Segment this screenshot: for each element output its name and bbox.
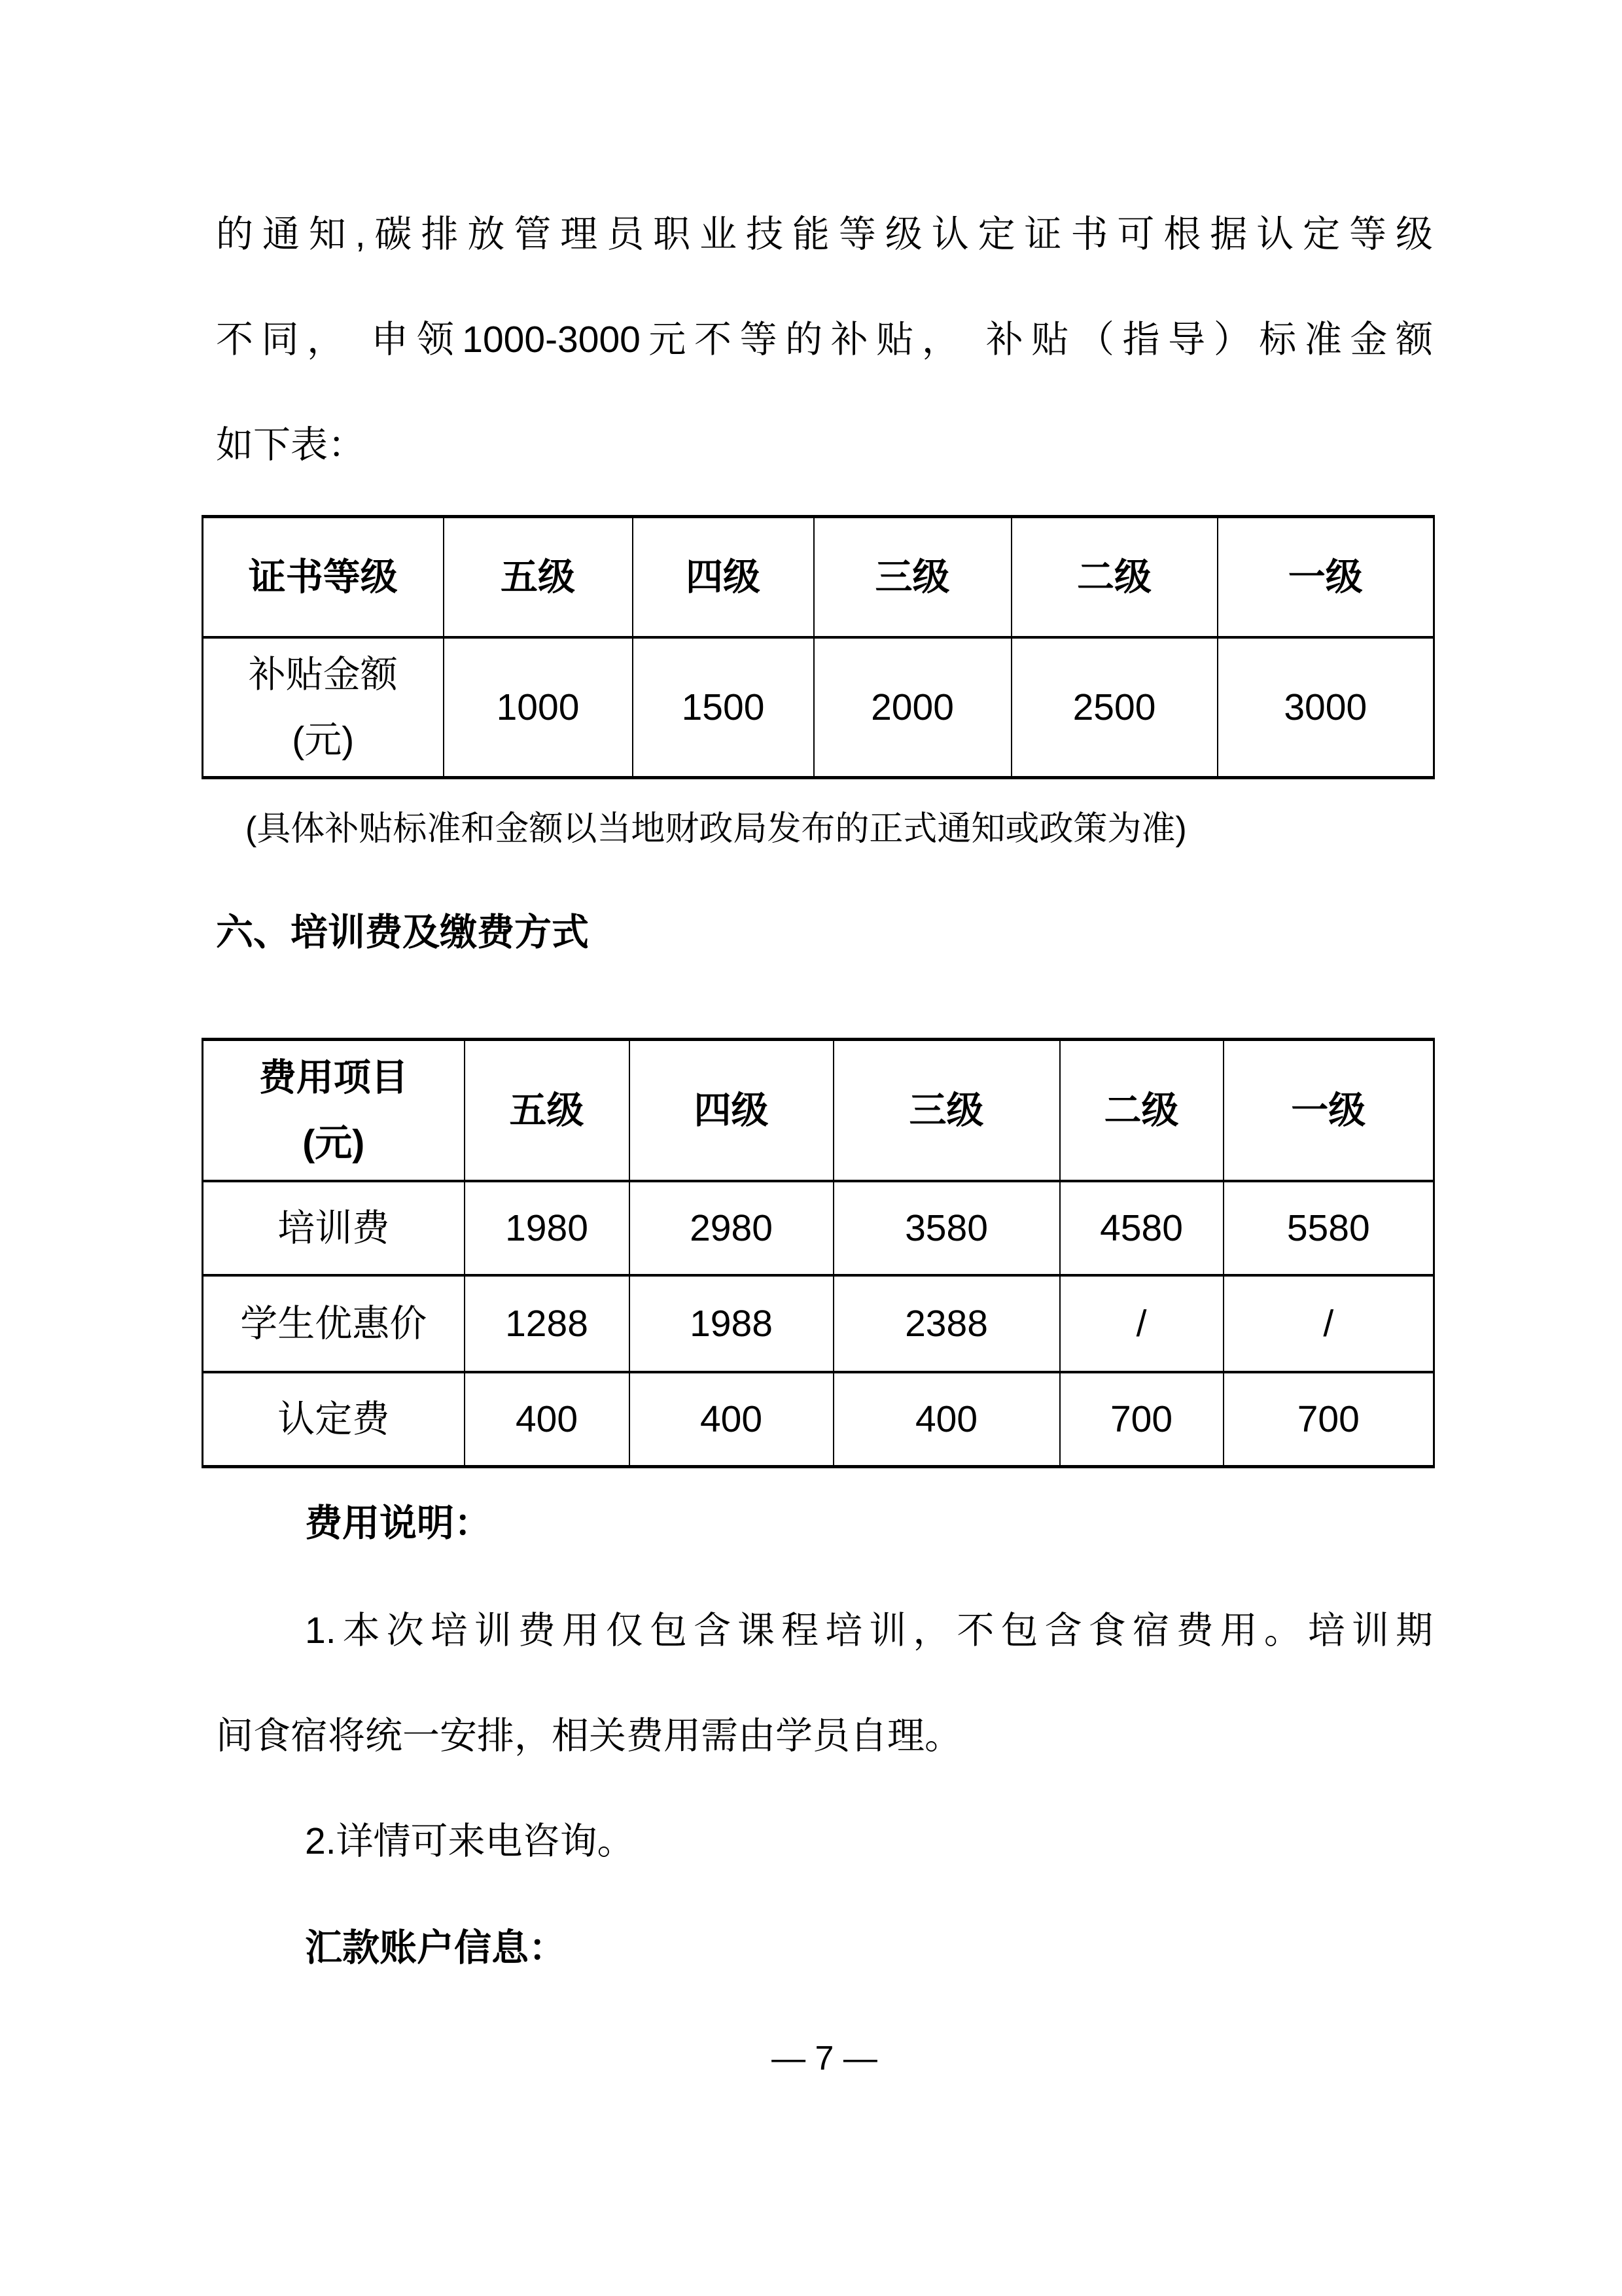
fee-table — [202, 1038, 1435, 1468]
fee-header-level-3: 三级 — [834, 1040, 1060, 1182]
fee-assessment-level-3: 400 — [834, 1372, 1060, 1467]
subsidy-row-label-line-2: (元) — [292, 719, 355, 761]
fee-student-level-3: 2388 — [834, 1275, 1060, 1372]
subsidy-table-data-row — [203, 637, 1434, 778]
fee-header-item-line-2: (元) — [302, 1122, 365, 1164]
fee-row-student-price-label: 学生优惠价 — [203, 1275, 465, 1372]
fee-training-level-1: 5580 — [1224, 1181, 1434, 1275]
fee-training-level-5: 1980 — [465, 1181, 629, 1275]
subsidy-header-level-3: 三级 — [814, 517, 1012, 638]
subsidy-table — [202, 515, 1435, 779]
fee-student-level-2: / — [1060, 1275, 1224, 1372]
subsidy-value-level-5: 1000 — [444, 637, 633, 778]
fee-header-level-4: 四级 — [629, 1040, 834, 1182]
fee-row-assessment-label: 认定费 — [203, 1372, 465, 1467]
fee-training-level-4: 2980 — [629, 1181, 834, 1275]
fee-assessment-level-4: 400 — [629, 1372, 834, 1467]
intro-line-3: 如下表： — [216, 424, 365, 466]
subsidy-table-header-row — [203, 517, 1434, 638]
fee-table-header-row — [203, 1040, 1434, 1182]
fee-row-training-label: 培训费 — [203, 1181, 465, 1275]
subsidy-header-level-5: 五级 — [444, 517, 633, 638]
fee-row-assessment — [203, 1372, 1434, 1467]
subsidy-value-level-3: 2000 — [814, 637, 1012, 778]
fee-assessment-level-5: 400 — [465, 1372, 629, 1467]
intro-line-2: 不同， 申领1000-3000元不等的补贴， 补贴（指导）标准金额 — [216, 319, 1433, 361]
fee-header-level-1: 一级 — [1224, 1040, 1434, 1182]
subsidy-row-label-line-1: 补贴金额 — [248, 654, 398, 696]
fee-assessment-level-2: 700 — [1060, 1372, 1224, 1467]
fee-student-level-4: 1988 — [629, 1275, 834, 1372]
fee-row-training — [203, 1181, 1434, 1275]
remittance-heading: 汇款账户信息： — [305, 1927, 566, 1969]
fee-student-level-5: 1288 — [465, 1275, 629, 1372]
fee-training-level-3: 3580 — [834, 1181, 1060, 1275]
subsidy-header-level-1: 一级 — [1218, 517, 1434, 638]
fee-row-student-price — [203, 1275, 1434, 1372]
fee-header-item — [203, 1040, 465, 1182]
subsidy-header-level-4: 四级 — [633, 517, 814, 638]
fee-notes-title: 费用说明： — [305, 1502, 491, 1544]
subsidy-note: (具体补贴标准和金额以当地财政局发布的正式通知或政策为准) — [245, 810, 1187, 848]
fee-note-1-line-2: 间食宿将统一安排，相关费用需由学员自理。 — [216, 1715, 962, 1757]
fee-assessment-level-1: 700 — [1224, 1372, 1434, 1467]
section-heading: 六、培训费及缴费方式 — [216, 911, 589, 953]
subsidy-value-level-4: 1500 — [633, 637, 814, 778]
fee-training-level-2: 4580 — [1060, 1181, 1224, 1275]
subsidy-row-label — [203, 637, 444, 778]
fee-note-2: 2.详情可来电咨询。 — [305, 1820, 635, 1862]
subsidy-value-level-1: 3000 — [1218, 637, 1434, 778]
fee-header-level-5: 五级 — [465, 1040, 629, 1182]
subsidy-header-level-2: 二级 — [1012, 517, 1218, 638]
fee-header-item-line-1: 费用项目 — [258, 1057, 408, 1099]
page-number: — 7 — — [771, 2040, 877, 2077]
subsidy-value-level-2: 2500 — [1012, 637, 1218, 778]
fee-note-1-line-1: 1.本次培训费用仅包含课程培训，不包含食宿费用。培训期 — [305, 1610, 1433, 1651]
subsidy-header-cert-level: 证书等级 — [203, 517, 444, 638]
fee-student-level-1: / — [1224, 1275, 1434, 1372]
intro-line-1: 的通知,碳排放管理员职业技能等级认定证书可根据认定等级 — [216, 213, 1433, 255]
fee-header-level-2: 二级 — [1060, 1040, 1224, 1182]
